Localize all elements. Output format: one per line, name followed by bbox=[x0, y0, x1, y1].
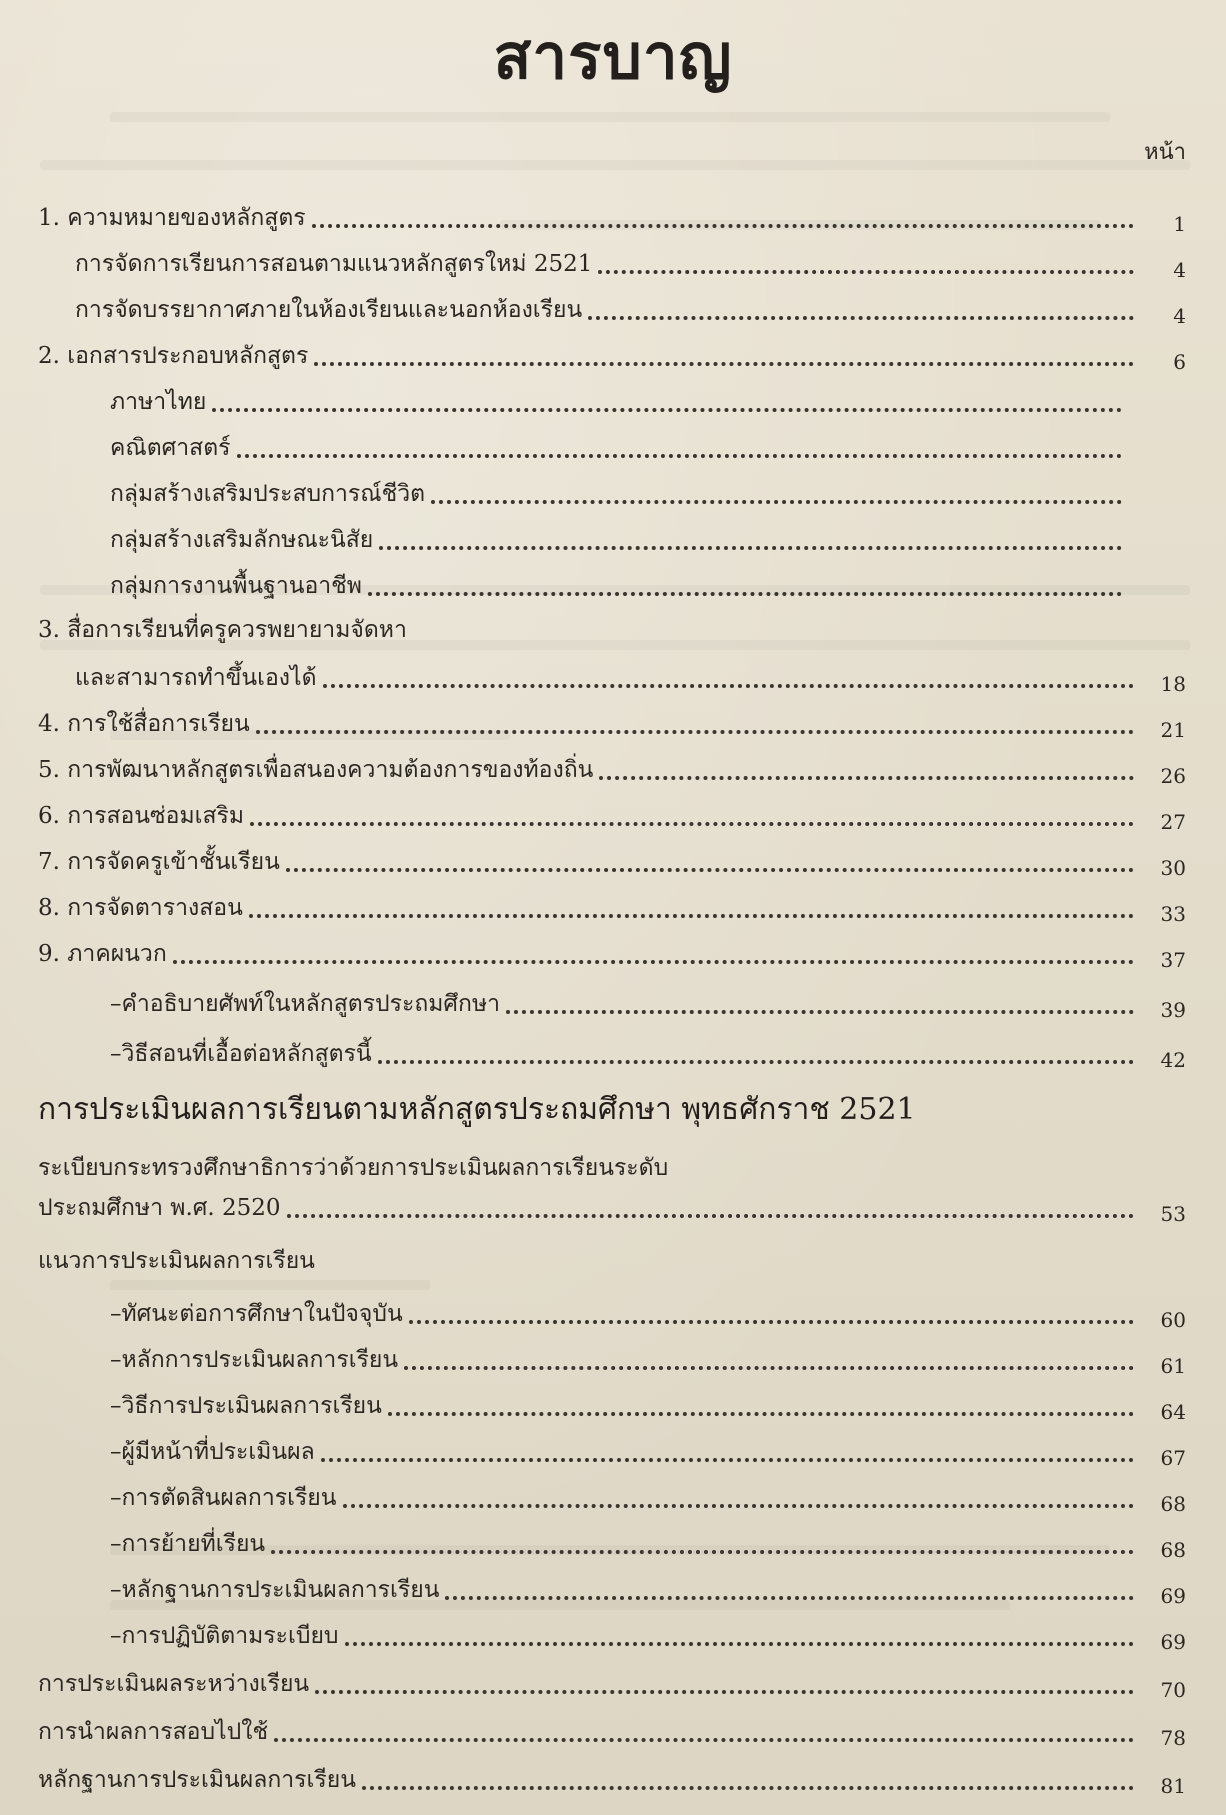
toc-entry-page: 61 bbox=[1160, 1354, 1186, 1378]
toc-entry-title: กลุ่มสร้างเสริมประสบการณ์ชีวิต bbox=[110, 481, 426, 507]
toc-entry-title: –การปฏิบัติตามระเบียบ bbox=[110, 1623, 339, 1649]
dot-leader bbox=[388, 1412, 1134, 1416]
toc-entry[interactable] bbox=[0, 1378, 1186, 1424]
toc-entry[interactable] bbox=[0, 1026, 1186, 1072]
dot-leader bbox=[362, 1786, 1134, 1790]
toc-entry-title: –ผู้มีหน้าที่ประเมินผล bbox=[110, 1439, 315, 1465]
toc-entry-page: 69 bbox=[1160, 1584, 1186, 1608]
dot-leader bbox=[286, 868, 1134, 872]
toc-entry[interactable] bbox=[0, 328, 1186, 374]
toc-entry[interactable] bbox=[0, 236, 1186, 282]
toc-entry[interactable] bbox=[0, 466, 1186, 512]
page-title: สารบาญ bbox=[493, 20, 733, 93]
toc-entry-title: –หลักฐานการประเมินผลการเรียน bbox=[110, 1577, 440, 1603]
toc-entry-page: 37 bbox=[1160, 948, 1186, 972]
toc-entry[interactable] bbox=[0, 1180, 1186, 1226]
toc-entry[interactable] bbox=[0, 834, 1186, 880]
dot-leader bbox=[274, 1738, 1134, 1742]
toc-entry-page: 69 bbox=[1160, 1630, 1186, 1654]
toc-entry-title: –ทัศนะต่อการศึกษาในปัจจุบัน bbox=[110, 1301, 403, 1327]
dot-leader bbox=[312, 224, 1134, 228]
dot-leader bbox=[314, 362, 1134, 366]
section-intro-line: ระเบียบกระทรวงศึกษาธิการว่าด้วยการประเมินผลการเรียนระดับ bbox=[38, 1155, 669, 1181]
toc-entry[interactable] bbox=[0, 282, 1186, 328]
bleed-through-mark bbox=[40, 160, 1190, 170]
toc-entry-page: 53 bbox=[1160, 1202, 1186, 1226]
toc-entry-page: 68 bbox=[1160, 1538, 1186, 1562]
toc-entry-title: 6. การสอนซ่อมเสริม bbox=[38, 803, 245, 829]
toc-entry-page: 60 bbox=[1160, 1308, 1186, 1332]
toc-entry-page: 18 bbox=[1160, 672, 1186, 696]
toc-entry-page: 42 bbox=[1160, 1048, 1186, 1072]
toc-entry-title: กลุ่มสร้างเสริมลักษณะนิสัย bbox=[110, 527, 374, 553]
dot-leader bbox=[506, 1010, 1134, 1014]
toc-entry[interactable] bbox=[0, 650, 1186, 696]
toc-entry-page: 4 bbox=[1173, 304, 1186, 328]
dot-leader bbox=[445, 1596, 1134, 1600]
dot-leader bbox=[345, 1642, 1134, 1646]
toc-entry-page: 4 bbox=[1173, 258, 1186, 282]
toc-entry-title: การประเมินผลระหว่างเรียน bbox=[38, 1671, 310, 1697]
toc-entry-page: 6 bbox=[1173, 350, 1186, 374]
toc-entry[interactable] bbox=[0, 420, 1186, 466]
toc-entry-page: 30 bbox=[1160, 856, 1186, 880]
toc-entry-page: 33 bbox=[1160, 902, 1186, 926]
toc-entry-title: 2. เอกสารประกอบหลักสูตร bbox=[38, 343, 309, 369]
toc-entry[interactable] bbox=[0, 788, 1186, 834]
toc-entry[interactable] bbox=[0, 976, 1186, 1022]
toc-entry-page: 78 bbox=[1160, 1726, 1186, 1750]
dot-leader bbox=[379, 546, 1122, 550]
section-subheading: แนวการประเมินผลการเรียน bbox=[38, 1248, 315, 1274]
dot-leader bbox=[321, 1458, 1134, 1462]
dot-leader bbox=[173, 960, 1134, 964]
toc-entry-title: ประถมศึกษา พ.ศ. 2520 bbox=[38, 1195, 281, 1221]
toc-entry[interactable] bbox=[0, 926, 1186, 972]
dot-leader bbox=[315, 1690, 1134, 1694]
toc-entry-title[interactable]: 3. สื่อการเรียนที่ครูควรพยายามจัดหา bbox=[38, 617, 407, 643]
dot-leader bbox=[378, 1060, 1134, 1064]
dot-leader bbox=[249, 914, 1134, 918]
toc-entry[interactable] bbox=[0, 1470, 1186, 1516]
toc-entry-title: 9. ภาคผนวก bbox=[38, 941, 167, 967]
toc-entry[interactable] bbox=[0, 1704, 1186, 1750]
dot-leader bbox=[212, 408, 1122, 412]
toc-entry-title: 1. ความหมายของหลักสูตร bbox=[38, 205, 306, 231]
toc-entry[interactable] bbox=[0, 558, 1186, 604]
toc-entry-page: 67 bbox=[1160, 1446, 1186, 1470]
toc-entry-page: 27 bbox=[1160, 810, 1186, 834]
toc-entry-title: 7. การจัดครูเข้าชั้นเรียน bbox=[38, 849, 280, 875]
dot-leader bbox=[237, 454, 1122, 458]
dot-leader bbox=[323, 684, 1134, 688]
toc-entry[interactable] bbox=[0, 1424, 1186, 1470]
toc-entry-title: –วิธีสอนที่เอื้อต่อหลักสูตรนี้ bbox=[110, 1041, 372, 1067]
toc-entry[interactable] bbox=[0, 1332, 1186, 1378]
toc-entry[interactable] bbox=[0, 880, 1186, 926]
toc-entry-title: การจัดการเรียนการสอนตามแนวหลักสูตรใหม่ 2521 bbox=[75, 251, 593, 277]
toc-entry-title: –คำอธิบายศัพท์ในหลักสูตรประถมศึกษา bbox=[110, 991, 501, 1017]
dot-leader bbox=[287, 1214, 1134, 1218]
dot-leader bbox=[598, 270, 1134, 274]
toc-entry-page: 64 bbox=[1160, 1400, 1186, 1424]
toc-entry[interactable] bbox=[0, 1516, 1186, 1562]
toc-entry-page: 1 bbox=[1173, 212, 1186, 236]
toc-entry-page: 26 bbox=[1160, 764, 1186, 788]
toc-entry-title: –การย้ายที่เรียน bbox=[110, 1531, 266, 1557]
page-number-column-label: หน้า bbox=[1144, 140, 1186, 165]
toc-entry-title: –หลักการประเมินผลการเรียน bbox=[110, 1347, 399, 1373]
toc-entry-title: การจัดบรรยากาศภายในห้องเรียนและนอกห้องเรียน bbox=[75, 297, 583, 323]
toc-entry[interactable] bbox=[0, 1562, 1186, 1608]
dot-leader bbox=[588, 316, 1134, 320]
section-heading: การประเมินผลการเรียนตามหลักสูตรประถมศึกษา พุทธศักราช 2521 bbox=[38, 1092, 916, 1127]
toc-entry-page: 68 bbox=[1160, 1492, 1186, 1516]
toc-entry-title: การนำผลการสอบไปใช้ bbox=[38, 1719, 269, 1745]
toc-entry-title: และสามารถทำขึ้นเองได้ bbox=[75, 665, 317, 691]
toc-entry[interactable] bbox=[0, 742, 1186, 788]
toc-entry-page: 39 bbox=[1160, 998, 1186, 1022]
toc-entry-title: 4. การใช้สื่อการเรียน bbox=[38, 711, 250, 737]
dot-leader bbox=[404, 1366, 1134, 1370]
toc-entry-page: 70 bbox=[1160, 1678, 1186, 1702]
dot-leader bbox=[431, 500, 1122, 504]
toc-entry-page: 81 bbox=[1160, 1774, 1186, 1798]
dot-leader bbox=[368, 592, 1122, 596]
toc-entry[interactable] bbox=[0, 374, 1186, 420]
dot-leader bbox=[343, 1504, 1134, 1508]
toc-entry-title: –การตัดสินผลการเรียน bbox=[110, 1485, 337, 1511]
bleed-through-mark bbox=[110, 112, 1110, 122]
toc-entry[interactable] bbox=[0, 512, 1186, 558]
toc-entry-page: 21 bbox=[1160, 718, 1186, 742]
dot-leader bbox=[599, 776, 1134, 780]
toc-entry[interactable] bbox=[0, 1286, 1186, 1332]
dot-leader bbox=[250, 822, 1134, 826]
dot-leader bbox=[409, 1320, 1134, 1324]
toc-entry-title: กลุ่มการงานพื้นฐานอาชีพ bbox=[110, 573, 362, 599]
dot-leader bbox=[256, 730, 1134, 734]
toc-entry[interactable] bbox=[0, 190, 1186, 236]
toc-entry-title: หลักฐานการประเมินผลการเรียน bbox=[38, 1767, 356, 1793]
toc-entry[interactable] bbox=[0, 1656, 1186, 1702]
toc-entry-title: –วิธีการประเมินผลการเรียน bbox=[110, 1393, 382, 1419]
toc-entry[interactable] bbox=[0, 1752, 1186, 1798]
toc-entry[interactable] bbox=[0, 1608, 1186, 1654]
dot-leader bbox=[271, 1550, 1134, 1554]
toc-entry-title: คณิตศาสตร์ bbox=[110, 435, 231, 461]
toc-entry-title: 8. การจัดตารางสอน bbox=[38, 895, 243, 921]
toc-entry[interactable] bbox=[0, 696, 1186, 742]
toc-entry-title: ภาษาไทย bbox=[110, 389, 207, 415]
toc-entry-title: 5. การพัฒนาหลักสูตรเพื่อสนองความต้องการของท้องถิ่น bbox=[38, 757, 594, 783]
